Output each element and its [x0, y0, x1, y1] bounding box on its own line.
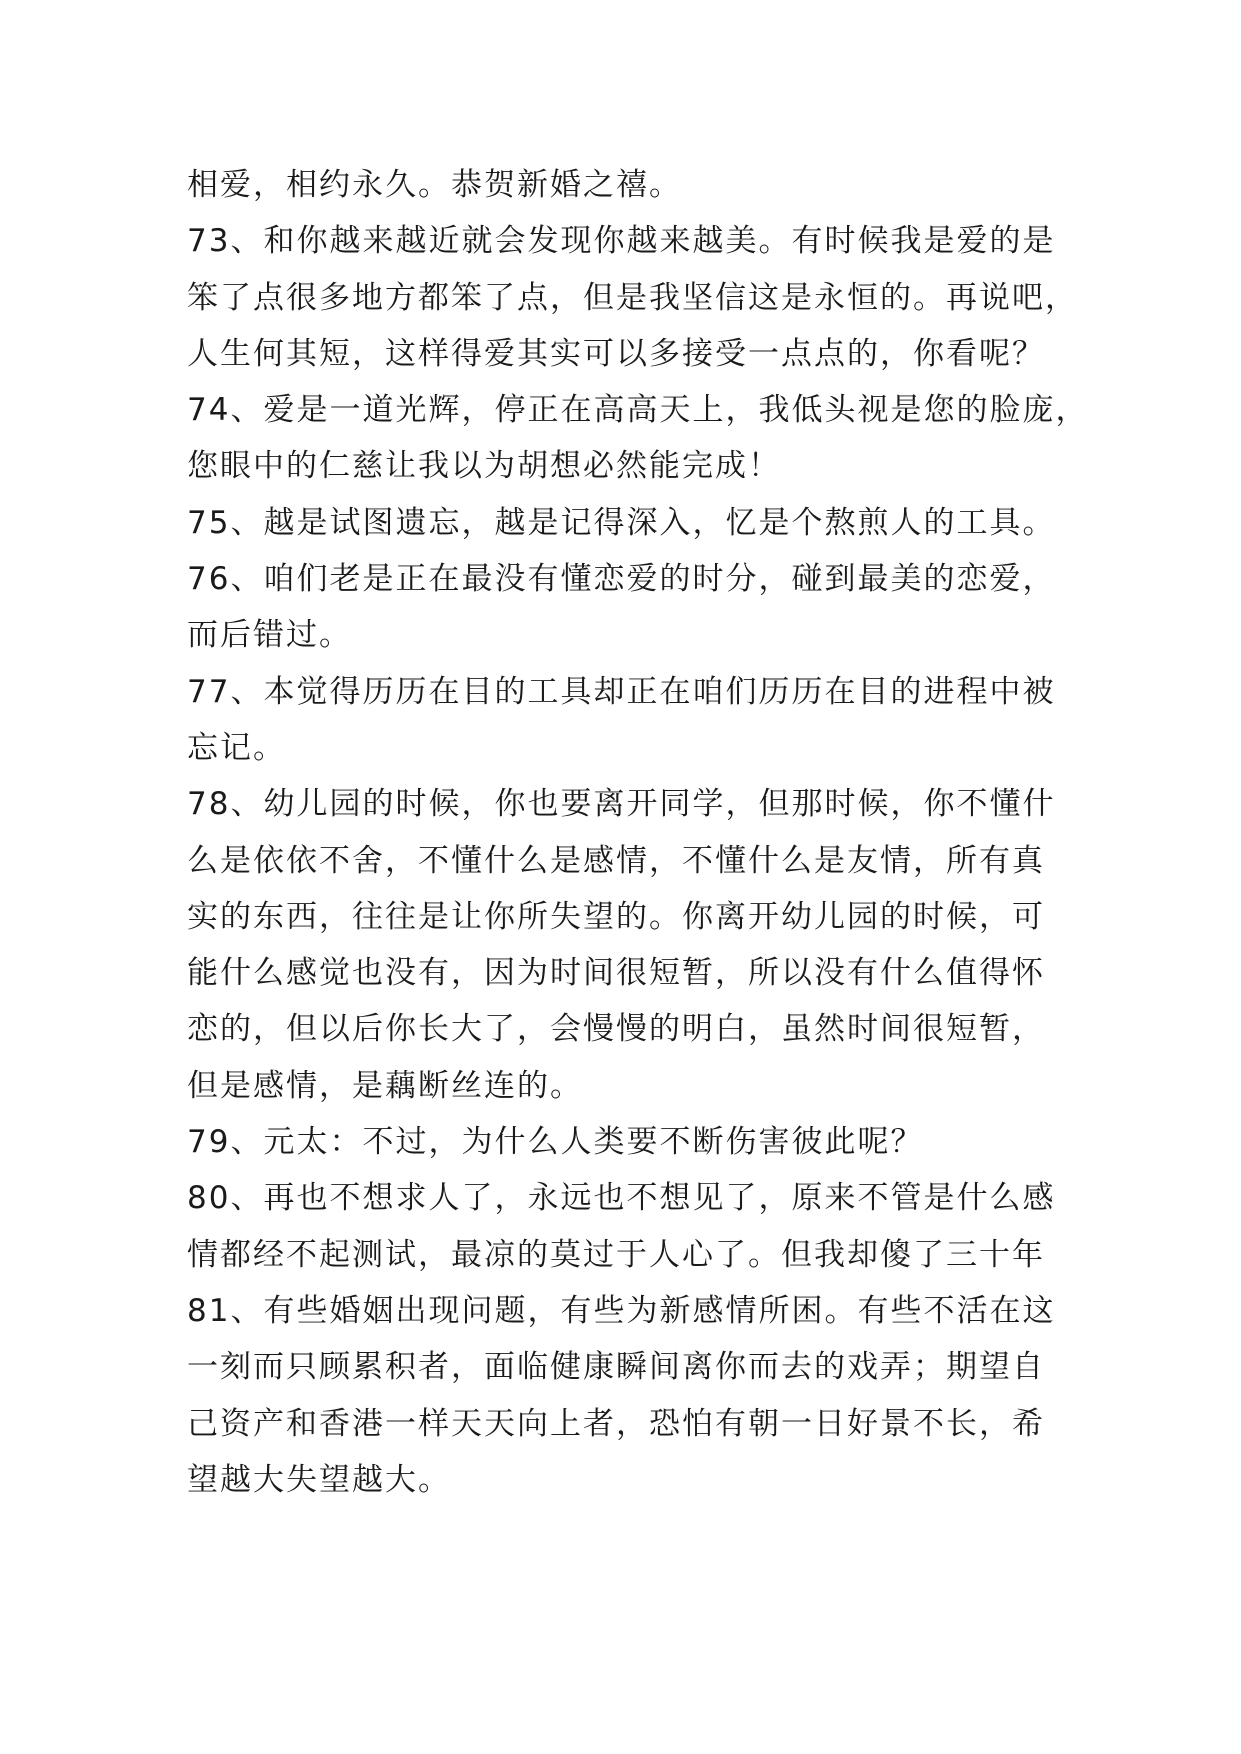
- text-line: 一刻而只顾累积者，面临健康瞬间离你而去的戏弄；期望自: [187, 1349, 1045, 1386]
- text-line: 相爱，相约永久。恭贺新婚之禧。: [187, 167, 682, 203]
- text-line: 能什么感觉也没有，因为时间很短暂，所以没有什么值得怀: [187, 955, 1045, 992]
- text-line: 78、幼儿园的时候，你也要离开同学，但那时候，你不懂什: [187, 786, 1056, 823]
- text-line: 忘记。: [187, 729, 286, 766]
- text-line: 人生何其短，这样得爱其实可以多接受一点点的，你看呢？: [187, 335, 1045, 372]
- text-line: 您眼中的仁慈让我以为胡想必然能完成！: [187, 448, 781, 485]
- text-line: 实的东西，往往是让你所失望的。你离开幼儿园的时候，可: [187, 898, 1045, 935]
- text-line: 而后错过。: [187, 617, 352, 654]
- body-text: [187, 157, 1089, 1508]
- text-line: 笨了点很多地方都笨了点，但是我坚信这是永恒的。再说吧，: [187, 279, 1078, 316]
- text-line: 75、越是试图遗忘，越是记得深入，忆是个熬煎人的工具。: [187, 504, 1056, 541]
- text-line: 73、和你越来越近就会发现你越来越美。有时候我是爱的是: [187, 223, 1056, 260]
- text-line: 79、元太：不过，为什么人类要不断伤害彼此呢？: [187, 1124, 924, 1161]
- text-line: 么是依依不舍，不懂什么是感情，不懂什么是友情，所有真: [187, 842, 1045, 879]
- text-line: 80、再也不想求人了，永远也不想见了，原来不管是什么感: [187, 1180, 1056, 1217]
- text-line: 76、咱们老是正在最没有懂恋爱的时分，碰到最美的恋爱，: [187, 561, 1056, 598]
- text-line: 74、爱是一道光辉，停正在高高天上，我低头视是您的脸庞，: [187, 392, 1089, 429]
- text-line: 恋的，但以后你长大了，会慢慢的明白，虽然时间很短暂，: [187, 1011, 1045, 1048]
- text-line: 但是感情，是藕断丝连的。: [187, 1067, 583, 1104]
- text-line: 77、本觉得历历在目的工具却正在咱们历历在目的进程中被: [187, 673, 1056, 710]
- text-line: 81、有些婚姻出现问题，有些为新感情所困。有些不活在这: [187, 1292, 1056, 1329]
- text-line: 望越大失望越大。: [187, 1461, 451, 1498]
- text-line: 情都经不起测试，最凉的莫过于人心了。但我却傻了三十年: [187, 1236, 1045, 1273]
- text-line: 己资产和香港一样天天向上者，恐怕有朝一日好景不长，希: [187, 1405, 1045, 1442]
